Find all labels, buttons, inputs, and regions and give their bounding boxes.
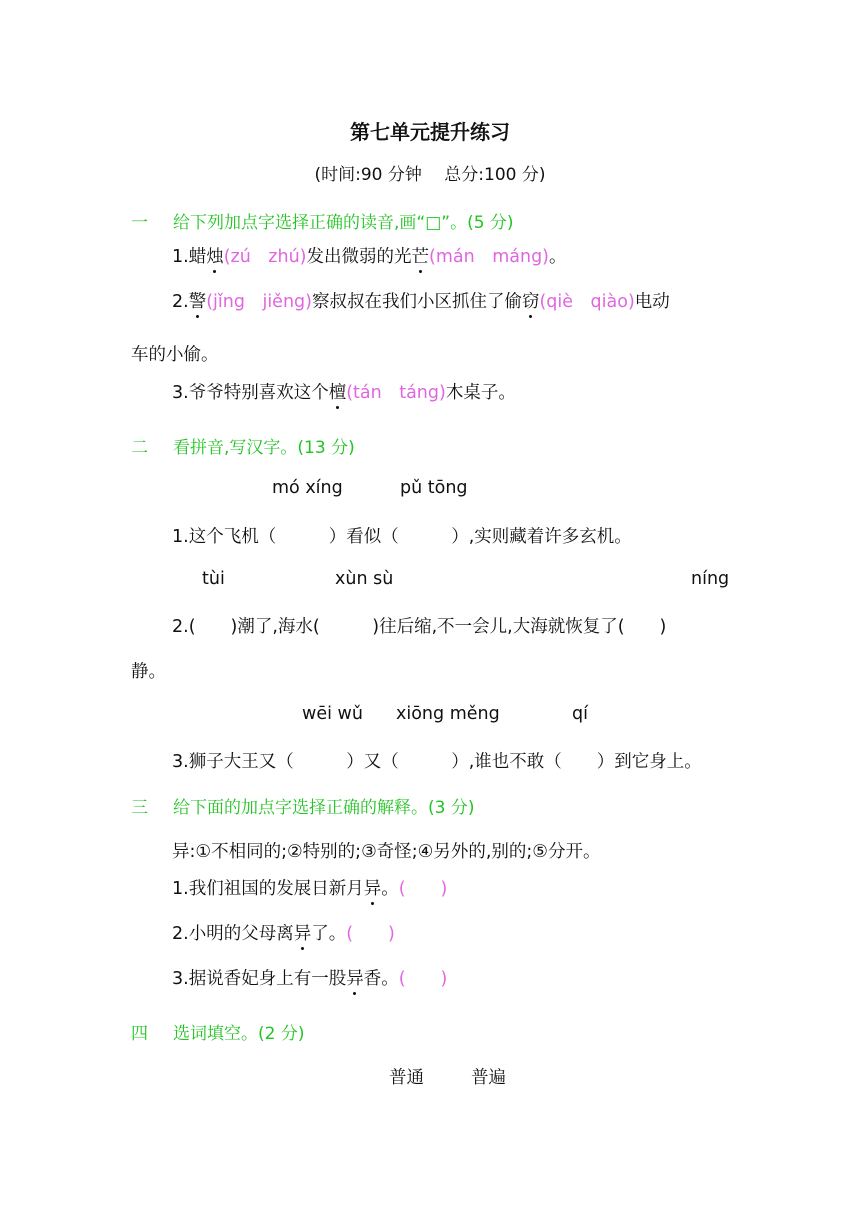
dotted-char: 警 (189, 288, 207, 313)
q-prefix: 1. (172, 247, 189, 267)
section-2-heading (131, 433, 355, 458)
q-text: 香。 (363, 969, 399, 989)
pinyin-options[interactable]: (mán máng) (429, 247, 550, 267)
answer-blank[interactable]: ( ) (398, 969, 448, 989)
pinyin-label: pǔ tōng (400, 478, 468, 498)
q-text: 察叔叔在我们小区抓住了偷 (311, 292, 522, 312)
section-2-number: 二 (131, 438, 148, 458)
pinyin-label: tùi (202, 569, 225, 589)
pinyin-label: qí (572, 704, 588, 724)
dotted-char: 檀 (329, 379, 347, 404)
section-4-text: 选词填空。(2 分) (173, 1024, 305, 1044)
s2-question-1[interactable]: 1.这个飞机（ ）看似（ ）,实则藏着许多玄机。 (172, 527, 632, 547)
s2-question-2-cont: 静。 (131, 662, 166, 682)
pinyin-label: wēi wǔ (302, 704, 363, 724)
pinyin-label: xùn sù (335, 569, 394, 589)
q-text: 电动 (634, 292, 670, 312)
dotted-char: 窃 (522, 288, 540, 313)
s1-question-2-cont: 车的小偷。 (131, 345, 219, 365)
pinyin-label: xiōng měng (396, 704, 500, 724)
s3-question-2 (172, 920, 395, 945)
q-text: 蜡 (188, 247, 207, 267)
page-title: 第七单元提升练习 (350, 120, 510, 144)
s2-question-3[interactable]: 3.狮子大王又（ ）又（ ）,谁也不敢（ ）到它身上。 (172, 752, 702, 772)
dotted-char: 异 (364, 875, 382, 900)
section-4-number: 四 (131, 1024, 148, 1044)
section-3-heading (131, 793, 474, 818)
q-text: 了。 (311, 924, 347, 944)
dotted-char: 异 (294, 920, 312, 945)
s3-question-3 (172, 965, 447, 990)
q-prefix: 2. (172, 292, 189, 312)
section-1-number: 一 (131, 213, 148, 233)
q-text: 3.据说香妃身上有一股 (172, 969, 347, 989)
q-text: 木桌子。 (445, 383, 516, 403)
definition-line: 异:①不相同的;②特别的;③奇怪;④另外的,别的;⑤分开。 (172, 842, 601, 862)
pinyin-options[interactable]: (tán táng) (346, 383, 446, 403)
word-choice-1: 普通 (389, 1068, 424, 1088)
section-1-heading (131, 208, 514, 233)
answer-blank[interactable]: ( ) (346, 924, 395, 944)
q-text: 。 (549, 247, 567, 267)
dotted-char: 异 (346, 965, 364, 990)
pinyin-label: mó xíng (272, 478, 343, 498)
answer-blank[interactable]: ( ) (398, 879, 448, 899)
q-text: 3.爷爷特别喜欢这个 (172, 383, 329, 403)
dotted-char: 芒 (412, 243, 430, 268)
q-text: 。 (381, 879, 399, 899)
section-2-text: 看拼音,写汉字。(13 分) (173, 438, 355, 458)
s1-question-1 (172, 243, 567, 268)
s1-question-2 (172, 288, 670, 313)
s1-question-3 (172, 379, 516, 404)
q-text: 2.小明的父母离 (172, 924, 294, 944)
section-3-number: 三 (131, 798, 148, 818)
s3-question-1 (172, 875, 447, 900)
q-text: 发出微弱的光 (306, 247, 412, 267)
s2-question-2[interactable]: 2.( )潮了,海水( )往后缩,不一会儿,大海就恢复了( ) (172, 617, 667, 637)
pinyin-options[interactable]: (jǐng jiěng) (206, 292, 312, 312)
q-text: 1.我们祖国的发展日新月 (172, 879, 364, 899)
section-4-heading (131, 1019, 304, 1044)
pinyin-options[interactable]: (qiè qiào) (539, 292, 635, 312)
word-choice-2: 普遍 (471, 1068, 506, 1088)
pinyin-label: níng (691, 569, 730, 589)
pinyin-options[interactable]: (zú zhú) (223, 247, 307, 267)
section-3-text: 给下面的加点字选择正确的解释。(3 分) (173, 798, 475, 818)
dotted-char: 烛 (206, 243, 224, 268)
section-1-text: 给下列加点字选择正确的读音,画“□”。(5 分) (173, 213, 514, 233)
page-subtitle: (时间:90 分钟 总分:100 分) (314, 165, 546, 185)
